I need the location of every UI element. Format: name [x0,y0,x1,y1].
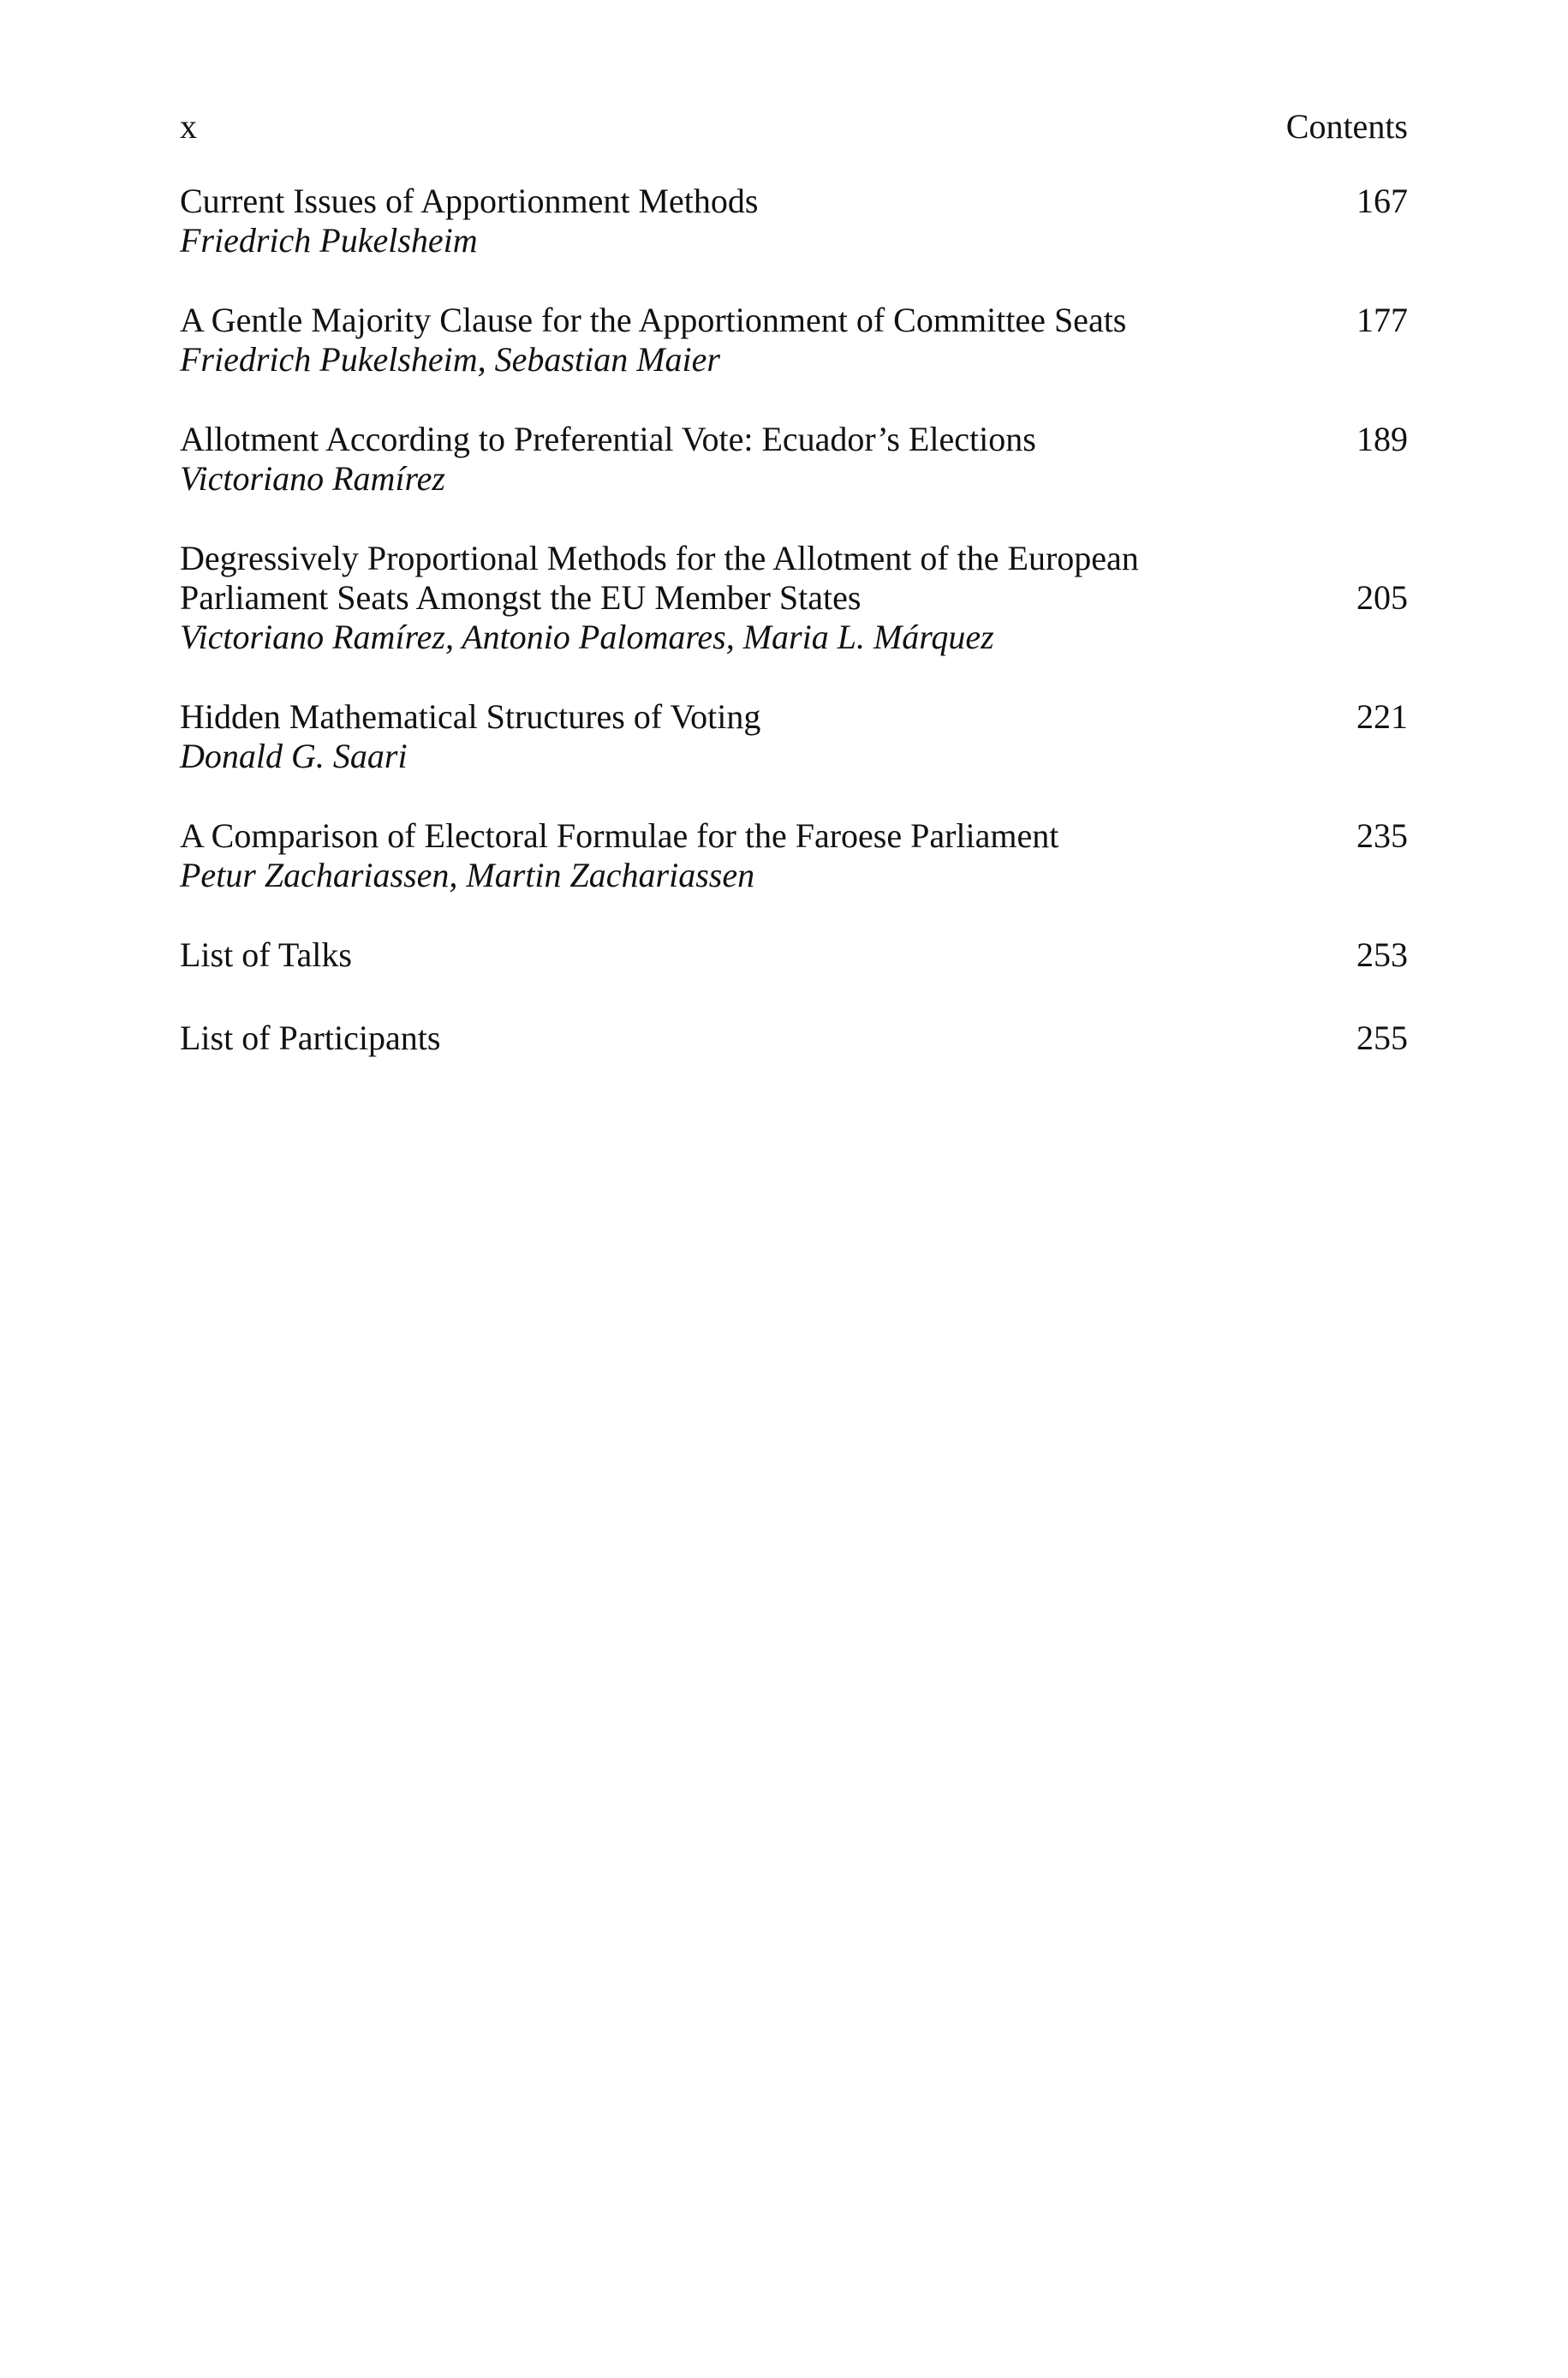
page-number: x [180,107,197,146]
entry-title[interactable]: Degressively Proportional Methods for the Allotment of the European Parliament Seats Amongst the EU Member States [180,539,1139,617]
toc-entry[interactable] [180,539,1408,657]
entry-title[interactable]: A Comparison of Electoral Formulae for the Faroese Parliament [180,816,1059,855]
toc-entry[interactable] [180,301,1408,379]
entry-authors: Petur Zachariassen, Martin Zachariassen [180,856,755,894]
entry-title[interactable]: Allotment According to Preferential Vote: Ecuador’s Elections [180,420,1036,458]
entry-page: 235 [1356,816,1408,855]
entry-page: 253 [1356,935,1408,974]
running-head [180,103,1408,151]
entry-page: 255 [1356,1019,1408,1057]
entry-title[interactable]: List of Talks [180,935,352,974]
toc-entry[interactable] [180,697,1408,776]
entry-page: 167 [1356,182,1408,220]
entry-page: 189 [1356,420,1408,458]
entry-authors: Friedrich Pukelsheim, Sebastian Maier [180,340,720,379]
contents-page [180,103,1408,1102]
entry-authors: Victoriano Ramírez, Antonio Palomares, Maria L. Márquez [180,618,994,656]
toc-entry[interactable] [180,935,1408,975]
entry-authors: Victoriano Ramírez [180,459,445,498]
entry-title[interactable]: List of Participants [180,1019,441,1057]
toc-entry[interactable] [180,1019,1408,1058]
toc-entry[interactable] [180,816,1408,895]
entry-page: 221 [1356,697,1408,736]
entry-authors: Donald G. Saari [180,737,408,775]
entry-page: 177 [1356,301,1408,339]
entry-title[interactable]: Current Issues of Apportionment Methods [180,182,759,220]
toc-entry[interactable] [180,420,1408,499]
entry-title[interactable]: Hidden Mathematical Structures of Voting [180,697,761,736]
toc-entry[interactable] [180,182,1408,260]
entry-page: 205 [1356,578,1408,617]
entry-title[interactable]: A Gentle Majority Clause for the Apportionment of Committee Seats [180,301,1127,339]
entry-authors: Friedrich Pukelsheim [180,221,478,260]
section-title: Contents [1285,107,1408,146]
